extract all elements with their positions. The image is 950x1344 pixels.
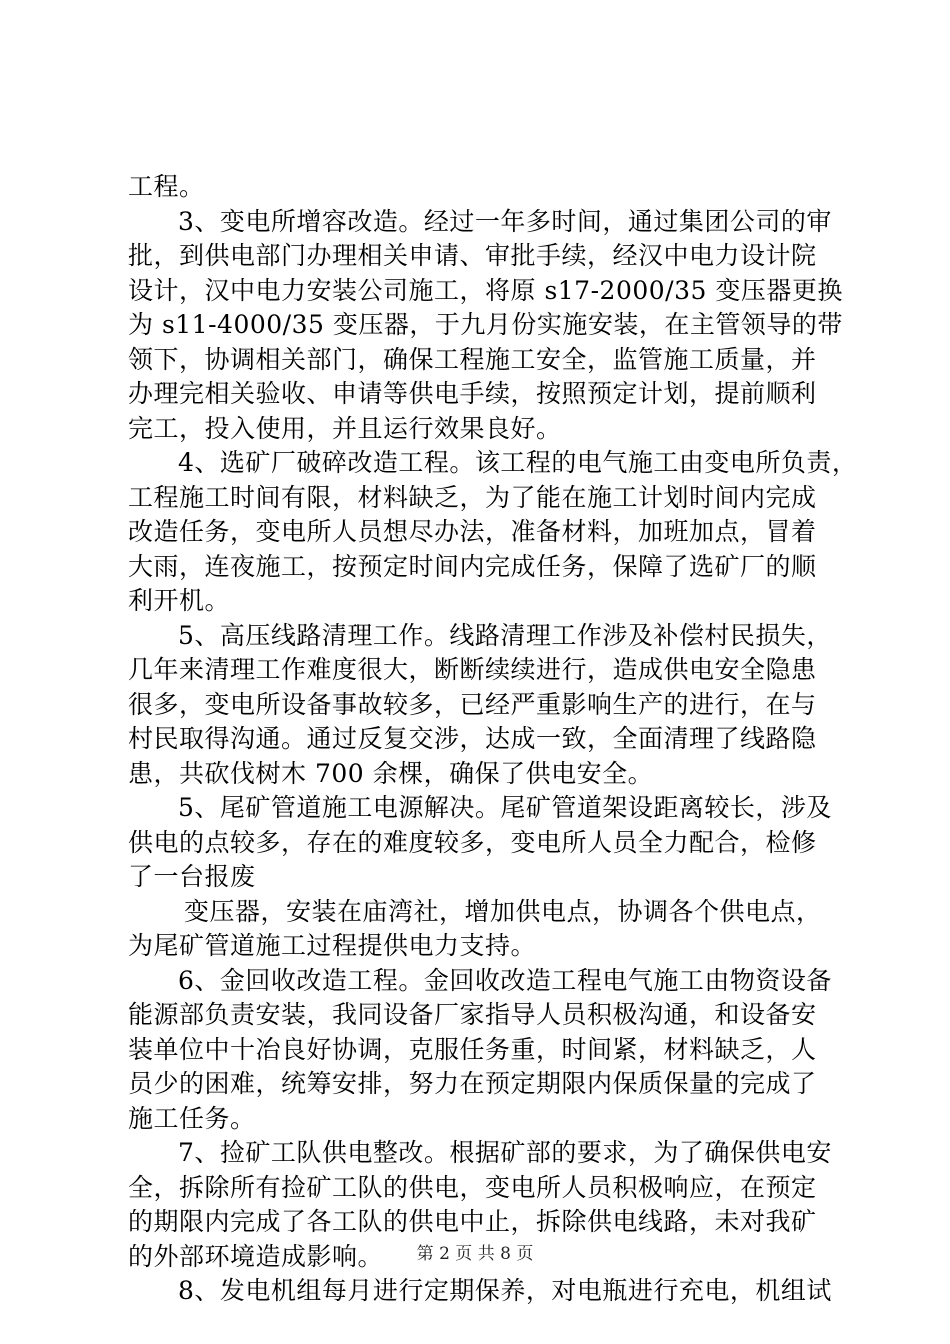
body-text [128,170,858,1309]
text-line: 领下，协调相关部门，确保工程施工安全，监管施工质量，并 [128,344,817,374]
text-line: 大雨，连夜施工，按预定时间内完成任务，保障了选矿厂的顺 [128,551,817,581]
text-line: 完工，投入使用，并且运行效果良好。 [128,413,562,443]
paragraph-start-line: 3、变电所增容改造。经过一年多时间，通过集团公司的审 [178,206,832,236]
text-line: 几年来清理工作难度很大，断断续续进行，造成供电安全隐患 [128,655,817,684]
text-line: 的外部环境造成影响。 [128,1241,384,1271]
paragraph-start-line: 6、金回收改造工程。金回收改造工程电气施工由物资设备 [178,965,832,995]
paragraph-start-line: 4、选矿厂破碎改造工程。该工程的电气施工由变电所负责， [178,448,858,477]
text-line: 为 s11-4000/35 变压器，于九月份实施安装，在主管领导的带 [128,310,843,339]
text-line: 全，拆除所有捡矿工队的供电，变电所人员积极响应，在预定 [128,1172,817,1202]
text-line: 变压器，安装在庙湾社，增加供电点，协调各个供电点， [184,896,822,926]
text-line: 了一台报废 [128,862,256,891]
text-line: 工程施工时间有限，材料缺乏，为了能在施工计划时间内完成 [128,482,817,512]
paragraph-start-line: 8、发电机组每月进行定期保养，对电瓶进行充电，机组试 [178,1276,832,1305]
text-line: 利开机。 [128,586,231,615]
text-line: 患，共砍伐树木 700 余棵，确保了供电安全。 [128,758,654,788]
text-line: 为尾矿管道施工过程提供电力支持。 [128,931,537,960]
paragraph-start-line: 5、高压线路清理工作。线路清理工作涉及补偿村民损失， [178,620,832,650]
text-line: 装单位中十冶良好协调，克服任务重，时间紧，材料缺乏，人 [128,1034,817,1064]
page-number: 第 2 页 共 8 页 [416,1244,534,1264]
text-line: 很多，变电所设备事故较多，已经严重影响生产的进行，在与 [128,689,817,719]
page-footer [0,1243,950,1265]
text-line: 批，到供电部门办理相关申请、审批手续，经汉中电力设计院 [128,241,817,270]
paragraph-start-line: 7、捡矿工队供电整改。根据矿部的要求，为了确保供电安 [178,1138,832,1167]
text-line: 设计，汉中电力安装公司施工，将原 s17-2000/35 变压器更换 [128,275,843,305]
text-line: 的期限内完成了各工队的供电中止，拆除供电线路，未对我矿 [128,1207,817,1236]
text-line: 村民取得沟通。通过反复交涉，达成一致，全面清理了线路隐 [128,724,817,753]
text-line: 能源部负责安装，我同设备厂家指导人员积极沟通，和设备安 [128,1000,817,1029]
text-line: 改造任务，变电所人员想尽办法，准备材料，加班加点，冒着 [128,517,817,546]
text-line: 员少的困难，统筹安排，努力在预定期限内保质保量的完成了 [128,1069,817,1098]
paragraph-start-line: 5、尾矿管道施工电源解决。尾矿管道架设距离较长，涉及 [178,793,832,822]
text-line: 工程。 [128,172,205,201]
text-line: 办理完相关验收、申请等供电手续，按照预定计划，提前顺利 [128,379,817,408]
text-line: 供电的点较多，存在的难度较多，变电所人员全力配合，检修 [128,827,817,857]
text-line: 施工任务。 [128,1103,256,1133]
